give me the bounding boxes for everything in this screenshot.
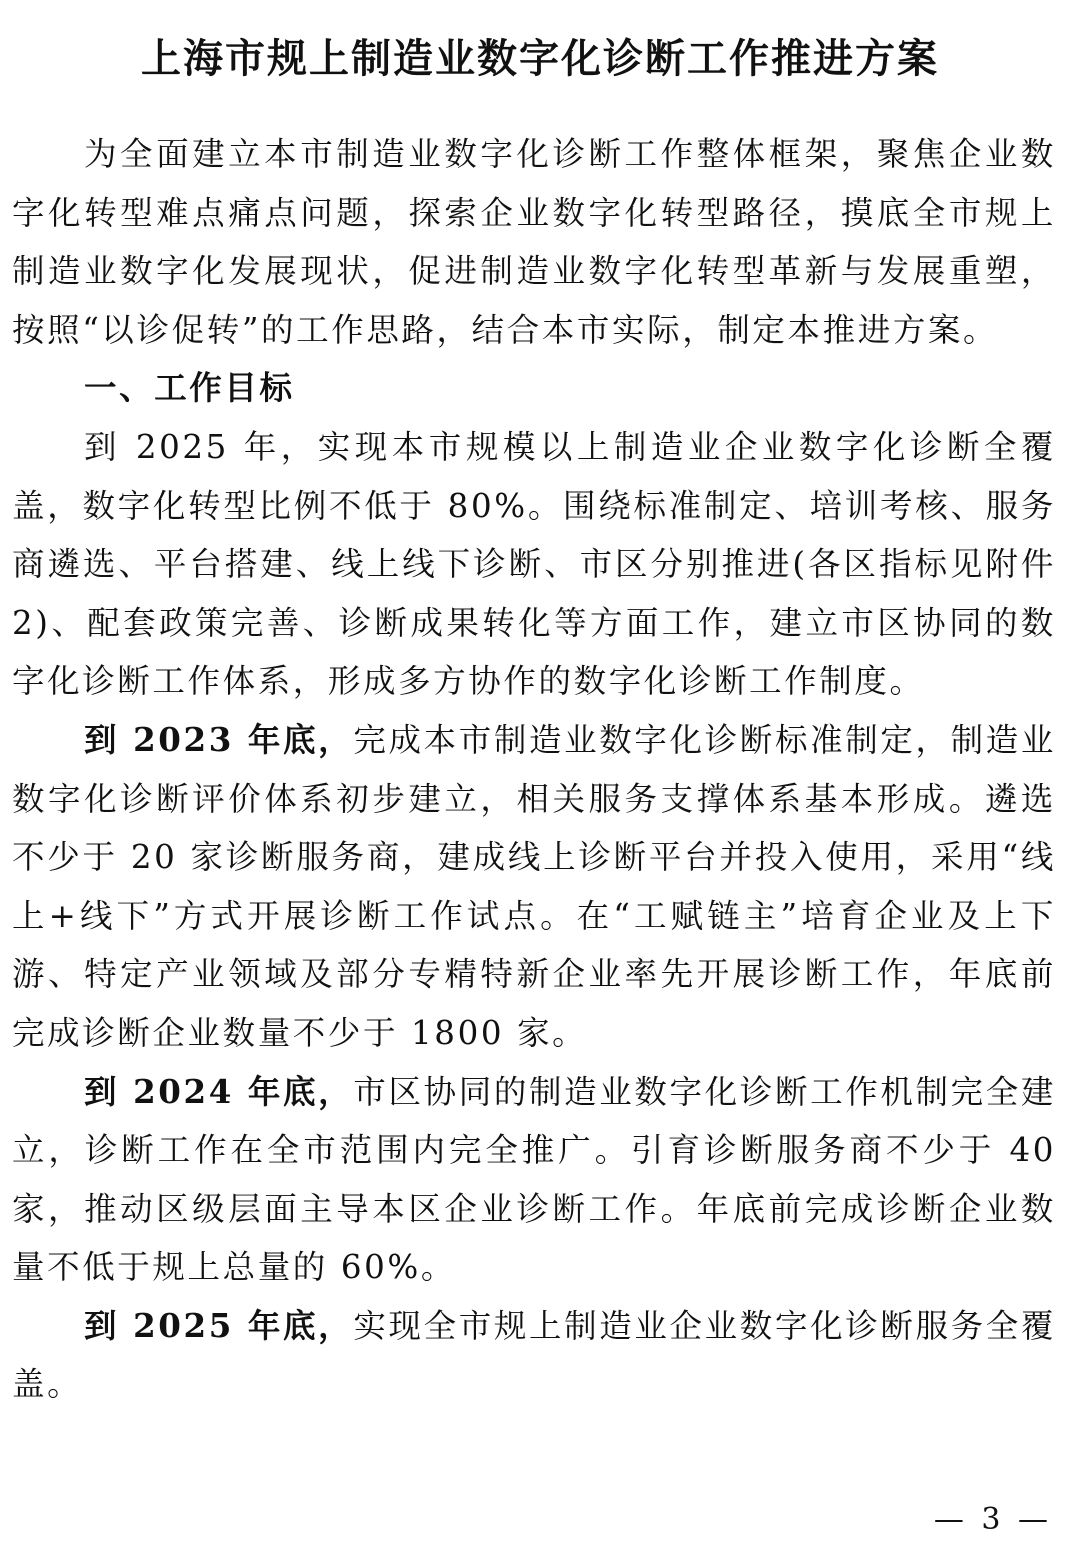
- milestone-2025-paragraph: [12, 1297, 1056, 1414]
- goal-paragraph: 到 2025 年，实现本市规模以上制造业企业数字化诊断全覆盖，数字化转型比例不低于 80%。围绕标准制定、培训考核、服务商遴选、平台搭建、线上线下诊断、市区分别推进(各区指标见附件 2)、配套政策完善、诊断成果转化等方面工作，建立市区协同的数字化诊断工作体系，形成多方协作的数字化诊断工作制度。: [12, 427, 1056, 701]
- document-body: [12, 125, 1056, 1414]
- milestone-2023-paragraph: [12, 711, 1056, 1063]
- milestone-2024-lead: 到 2024 年底，: [84, 1071, 354, 1111]
- document-title: 上海市规上制造业数字化诊断工作推进方案: [141, 35, 939, 82]
- milestone-2024-paragraph: [12, 1063, 1056, 1297]
- milestone-2025-text: 实现全市规上制造业企业数字化诊断服务全覆盖。: [12, 1306, 1056, 1404]
- milestone-2023-lead: 到 2023 年底，: [84, 719, 354, 759]
- milestone-2024-text: 市区协同的制造业数字化诊断工作机制完全建立，诊断工作在全市范围内完全推广。引育诊断服务商不少于 40 家，推动区级层面主导本区企业诊断工作。年底前完成诊断企业数量不低于规上总量的 60%。: [12, 1072, 1056, 1287]
- milestone-2025-lead: 到 2025 年底，: [84, 1305, 354, 1345]
- page-number: — 3 —: [933, 1502, 1052, 1537]
- section-heading: 一、工作目标: [84, 369, 295, 408]
- intro-paragraph: 为全面建立本市制造业数字化诊断工作整体框架，聚焦企业数字化转型难点痛点问题，探索企业数字化转型路径，摸底全市规上制造业数字化发展现状，促进制造业数字化转型革新与发展重塑，按照“以诊促转”的工作思路，结合本市实际，制定本推进方案。: [12, 135, 1056, 349]
- milestone-2023-text: 完成本市制造业数字化诊断标准制定，制造业数字化诊断评价体系初步建立，相关服务支撑体系基本形成。遴选不少于 20 家诊断服务商，建成线上诊断平台并投入使用，采用“线上+线下”方式开展诊断工作试点。在“工赋链主”培育企业及上下游、特定产业领域及部分专精特新企业率先开展诊断工作，年底前完成诊断企业数量不少于 1800 家。: [12, 720, 1056, 1052]
